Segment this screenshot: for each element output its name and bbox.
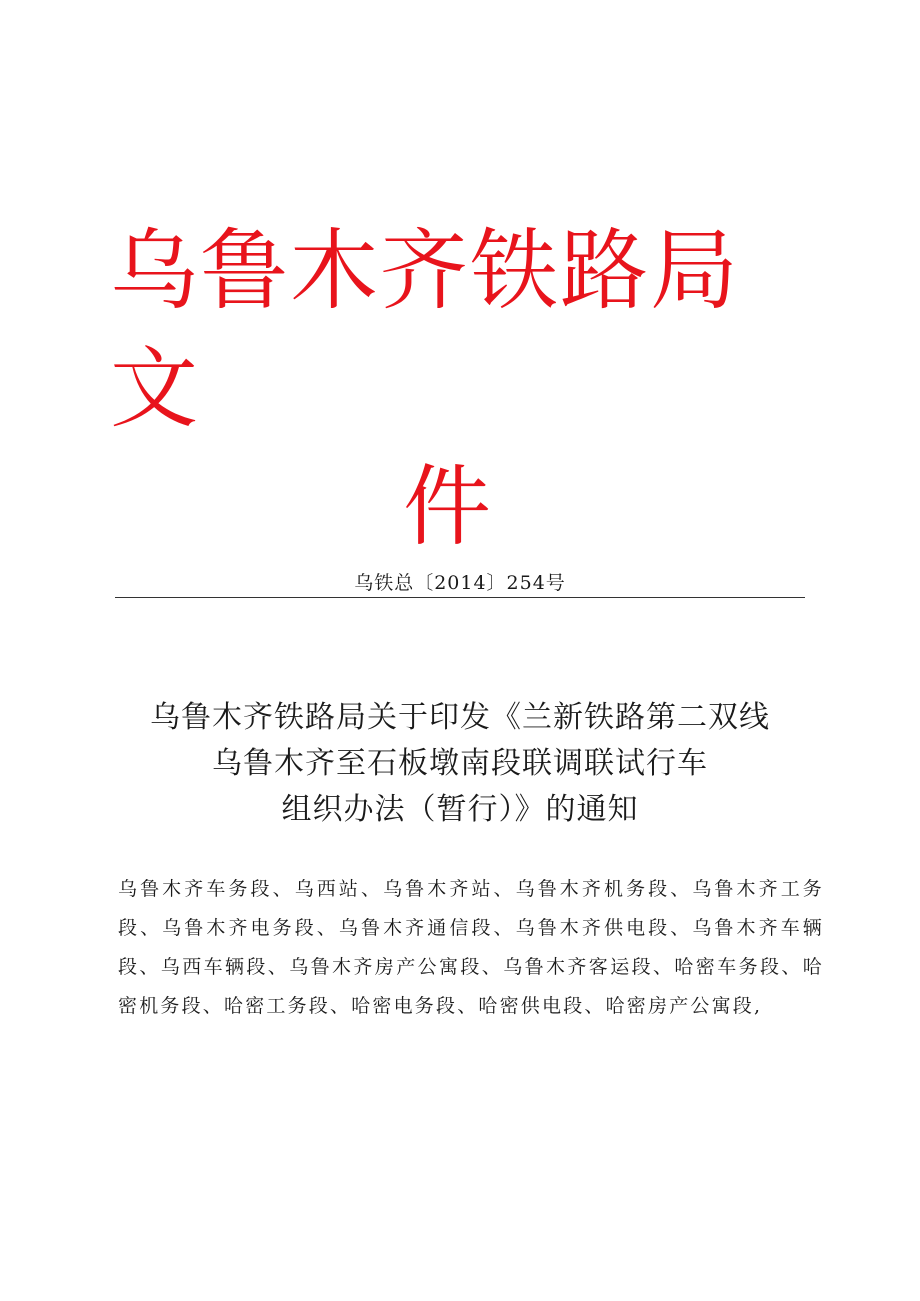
notice-title-line3: 组织办法（暂行）》的通知	[281, 792, 639, 827]
recipients-list: 乌鲁木齐车务段、乌西站、乌鲁木齐站、乌鲁木齐机务段、乌鲁木齐工务段、乌鲁木齐电务段、乌鲁木齐通信段、乌鲁木齐供电段、乌鲁木齐车辆段、乌西车辆段、乌鲁木齐房产公寓段、乌鲁木齐客运段、哈密车务段、哈密机务段、哈密工务段、哈密电务段、哈密供电段、哈密房产公寓段,	[118, 878, 824, 1017]
notice-title	[100, 695, 820, 833]
header-title-line1: 乌鲁木齐铁路局文	[110, 219, 741, 440]
header-title-line2: 件	[402, 455, 493, 558]
header-divider	[115, 597, 805, 598]
notice-title-line1: 乌鲁木齐铁路局关于印发《兰新铁路第二双线	[150, 700, 770, 735]
document-header-title	[110, 212, 810, 566]
notice-title-line2: 乌鲁木齐至石板墩南段联调联试行车	[212, 746, 708, 781]
document-number: 乌铁总〔2014〕254号	[354, 572, 566, 594]
